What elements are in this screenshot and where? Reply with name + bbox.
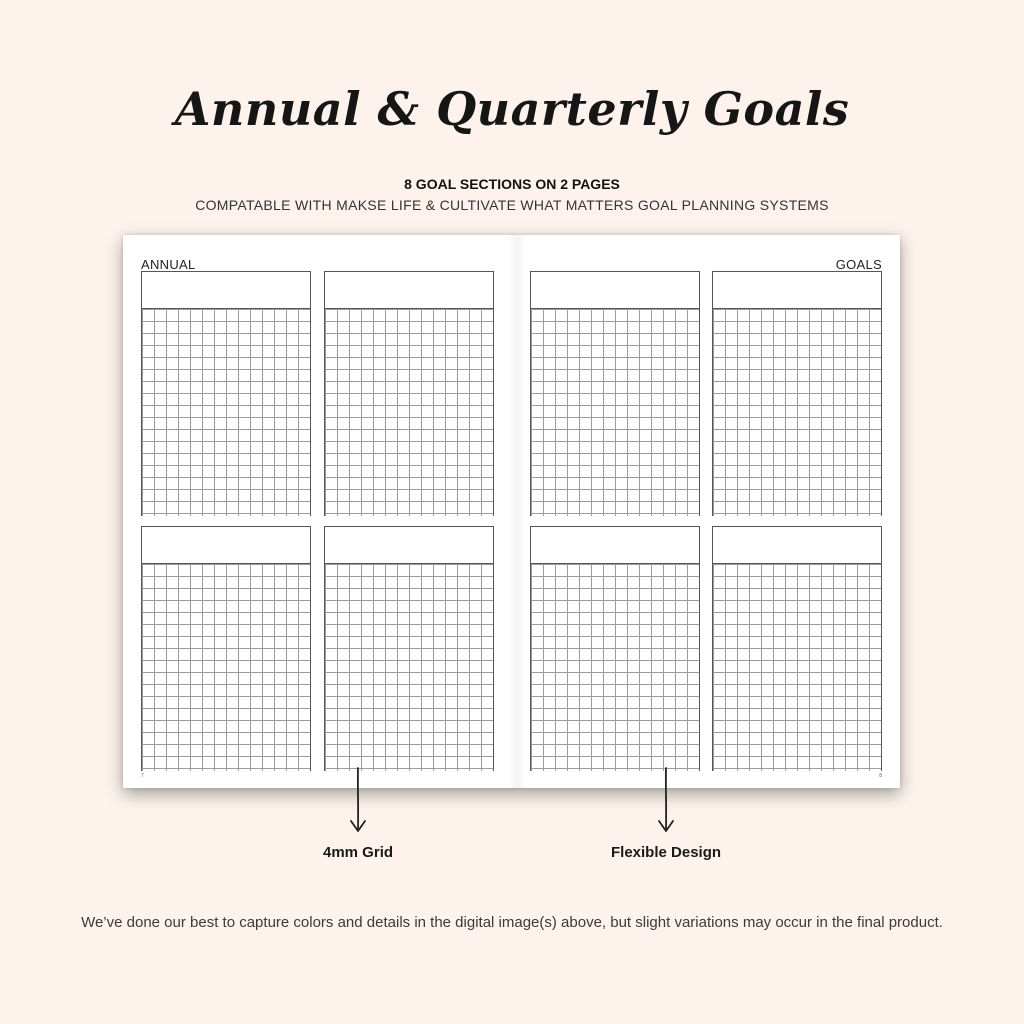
goal-section-grid [713, 564, 881, 771]
goal-section-grid [531, 309, 699, 516]
goal-section-5 [141, 526, 311, 771]
goal-section-1 [141, 271, 311, 516]
goal-section-grid [325, 564, 493, 771]
compatibility-subtitle: COMPATABLE WITH MAKSE LIFE & CULTIVATE WHAT MATTERS GOAL PLANNING SYSTEMS [195, 197, 829, 213]
grid-caption: 4mm Grid [323, 844, 394, 861]
goal-section-4 [712, 271, 882, 516]
goal-section-6 [324, 526, 494, 771]
goal-section-header [142, 527, 310, 564]
goal-section-header [531, 527, 699, 564]
disclaimer-text: We’ve done our best to capture colors and details in the digital image(s) above, but slight variations may occur in the final product. [81, 914, 943, 931]
goal-sections-subtitle: 8 GOAL SECTIONS ON 2 PAGES [404, 176, 620, 192]
planner-spread [123, 235, 900, 788]
spread-gutter [508, 235, 526, 788]
goal-section-header [713, 527, 881, 564]
goal-section-grid [713, 309, 881, 516]
design-caption: Flexible Design [611, 844, 722, 861]
goal-section-header [713, 272, 881, 309]
goal-section-grid [142, 564, 310, 771]
arrow-down-icon [656, 766, 676, 834]
page-title: Annual & Quarterly Goals [174, 82, 850, 136]
goal-section-header [142, 272, 310, 309]
goal-section-grid [142, 309, 310, 516]
goal-section-header [531, 272, 699, 309]
goal-section-3 [530, 271, 700, 516]
right-page-number: 8 [879, 773, 882, 779]
goal-section-grid [531, 564, 699, 771]
goals-label: GOALS [835, 257, 882, 272]
goal-section-8 [712, 526, 882, 771]
left-page-number: 7 [141, 773, 144, 779]
goal-section-grid [325, 309, 493, 516]
goal-section-2 [324, 271, 494, 516]
goal-section-header [325, 272, 493, 309]
annual-label: ANNUAL [141, 257, 196, 272]
arrow-down-icon [348, 766, 368, 834]
goal-section-header [325, 527, 493, 564]
goal-section-7 [530, 526, 700, 771]
